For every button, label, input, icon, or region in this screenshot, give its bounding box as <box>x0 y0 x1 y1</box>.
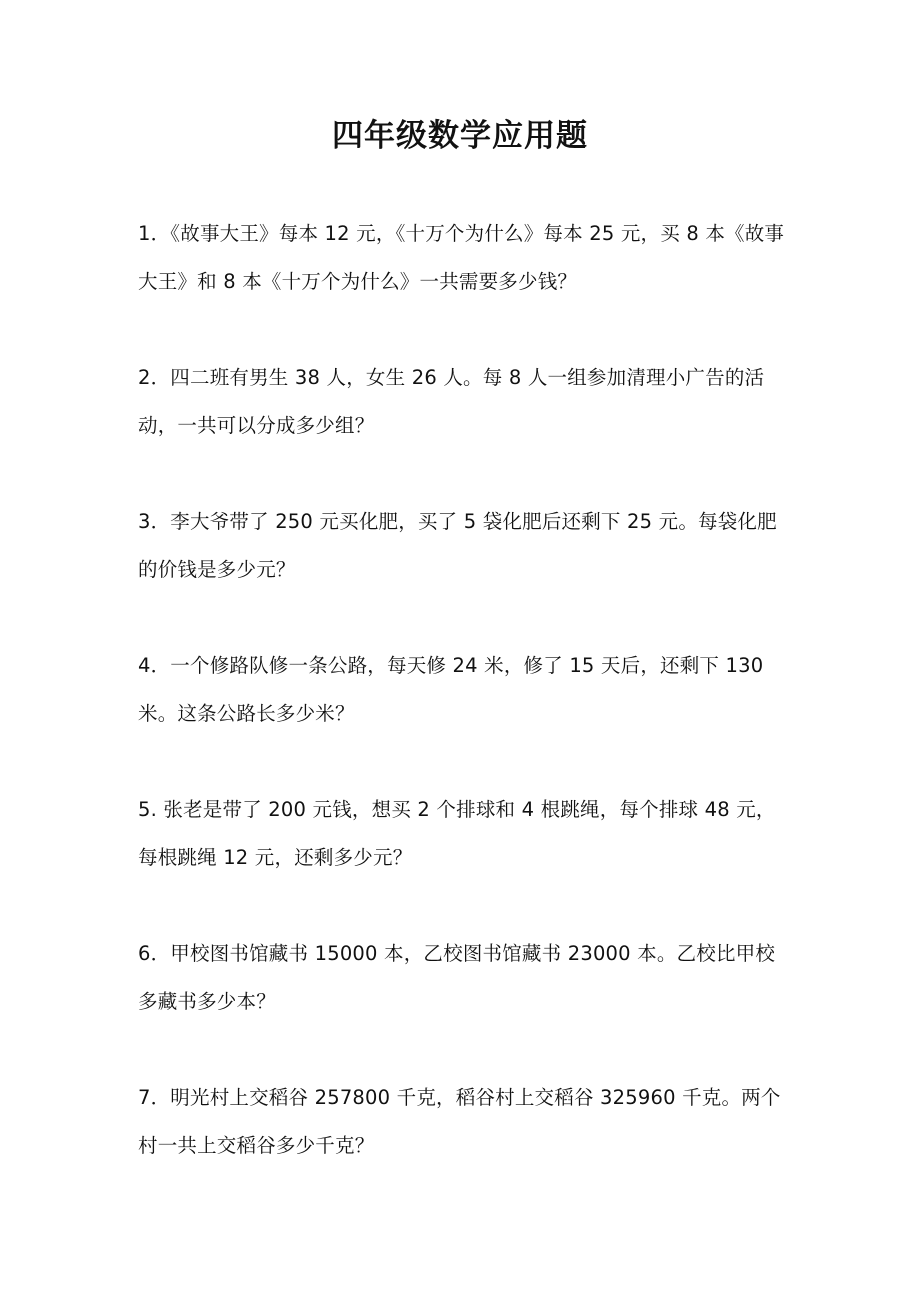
problem-6: 6．甲校图书馆藏书 15000 本，乙校图书馆藏书 23000 本。乙校比甲校多藏书多少本？ <box>138 942 776 1013</box>
problem-3: 3．李大爷带了 250 元买化肥，买了 5 袋化肥后还剩下 25 元。每袋化肥的价钱是多少元？ <box>138 510 777 581</box>
problem-list <box>138 210 790 1218</box>
problem-7: 7．明光村上交稻谷 257800 千克，稻谷村上交稻谷 325960 千克。两个村一共上交稻谷多少千克？ <box>138 1086 781 1157</box>
problem-4: 4．一个修路队修一条公路，每天修 24 米，修了 15 天后，还剩下 130 米。这条公路长多少米？ <box>138 654 764 725</box>
problem-2: 2．四二班有男生 38 人，女生 26 人。每 8 人一组参加清理小广告的活动，一共可以分成多少组？ <box>138 366 765 437</box>
problem-1: 1．《故事大王》每本 12 元，《十万个为什么》每本 25 元，买 8 本《故事大王》和 8 本《十万个为什么》一共需要多少钱？ <box>138 222 785 293</box>
page-title: 四年级数学应用题 <box>332 118 588 154</box>
problem-5: 5. 张老是带了 200 元钱，想买 2 个排球和 4 根跳绳，每个排球 48 元，每根跳绳 12 元，还剩多少元？ <box>138 798 776 869</box>
